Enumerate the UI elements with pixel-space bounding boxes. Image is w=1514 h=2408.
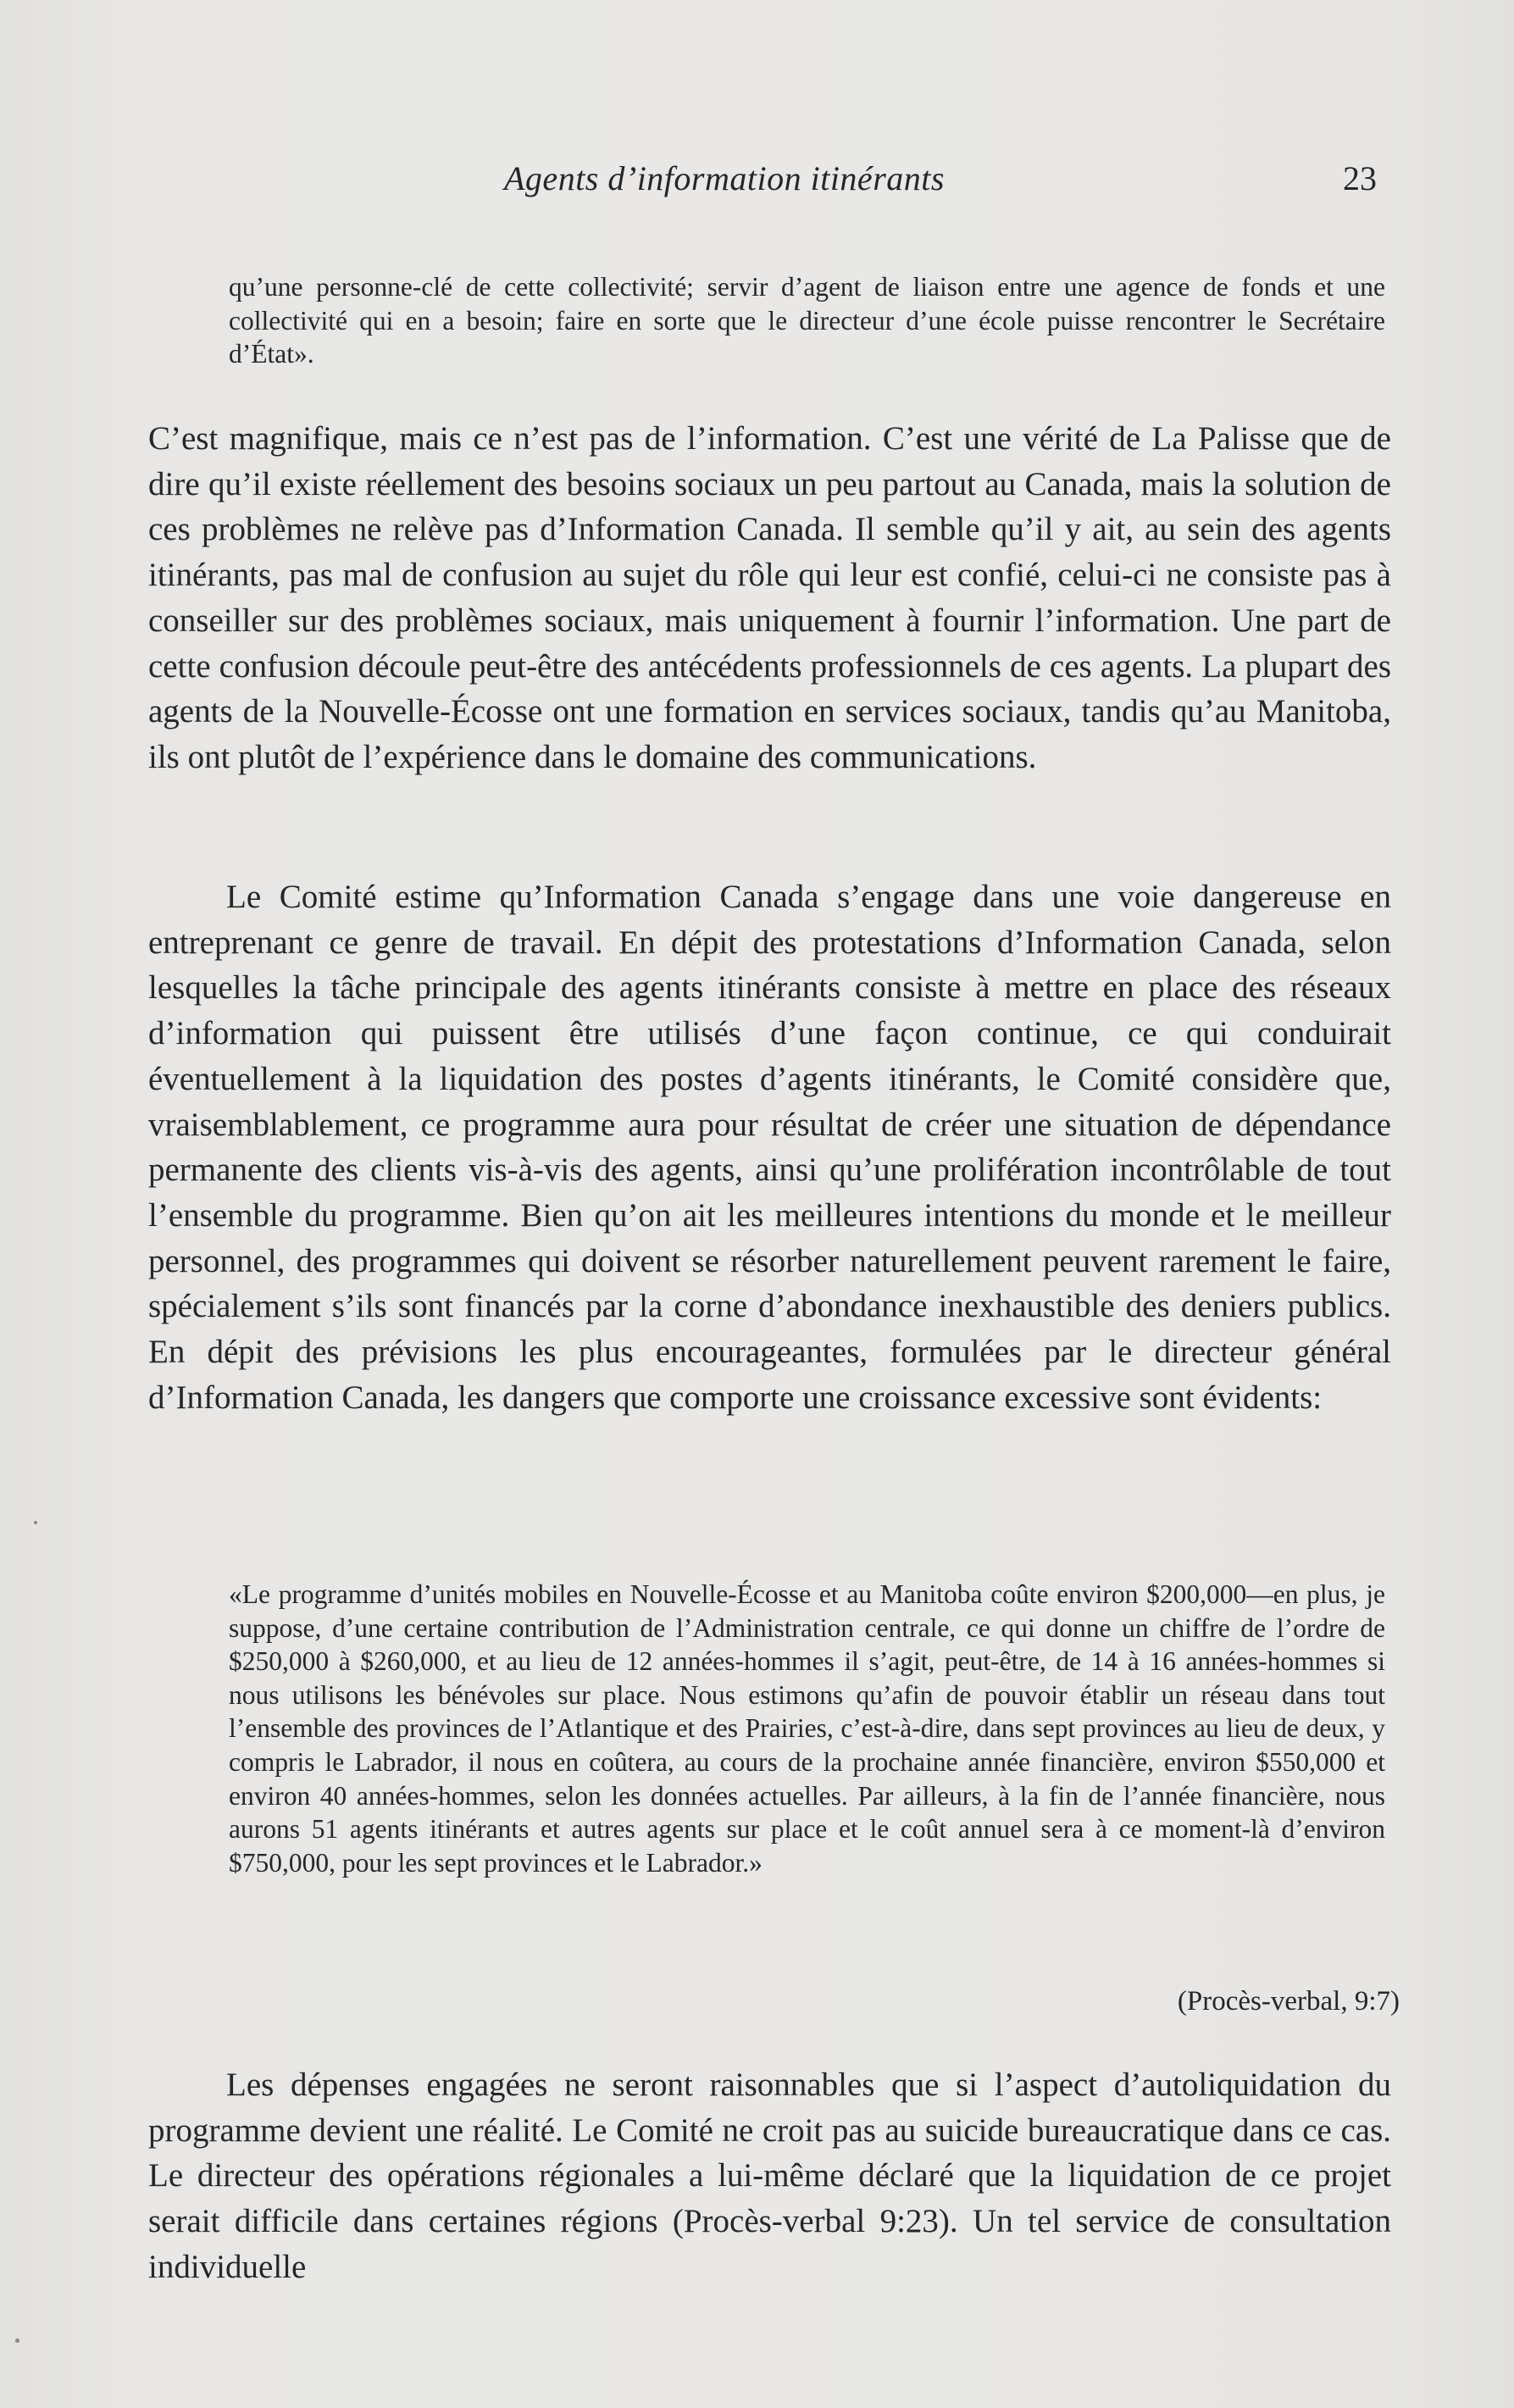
page-number: 23 <box>1343 159 1377 197</box>
scan-speck <box>34 1521 37 1524</box>
body-paragraph-1: C’est magnifique, mais ce n’est pas de l’information. C’est une vérité de La Palisse que de dire qu’il existe réellement des besoins sociaux un peu partout au Canada, mais la solution de ces problèmes ne relève pas d’Information Canada. Il semble qu’il y ait, au sein des agents itinérants, pas mal de confusion au sujet du rôle qui leur est confié, celui-ci ne consiste pas à conseiller sur des problèmes sociaux, mais uniquement à fournir l’information. Une part de cette confusion découle peut-être des antécédents professionnels de ces agents. La plupart des agents de la Nouvelle-Écosse ont une formation en services sociaux, tandis qu’au Manitoba, ils ont plutôt de l’expérience dans le domaine des communications. <box>148 420 1391 775</box>
block-quote-testimony: «Le programme d’unités mobiles en Nouvelle-Écosse et au Manitoba coûte environ $200,000—en plus, je suppose, d’une certaine contribution de l’Administration centrale, ce qui donne un chiffre de l’ordre de $250,000 à $260,000, et au lieu de 12 années-hommes il s’agit, peut-être, de 14 à 16 années-hommes si nous utilisons les bénévoles sur place. Nous estimons qu’afin de pouvoir établir un réseau dans tout l’ensemble des provinces de l’Atlantique et des Prairies, c’est-à-dire, dans sept provinces au lieu de deux, y compris le Labrador, il nous en coûtera, au cours de la prochaine année financière, environ $550,000 et environ 40 années-hommes, selon les données actuelles. Par ailleurs, à la fin de l’année financière, nous aurons 51 agents itinérants et autres agents sur place et le coût annuel sera à ce moment-là d’environ $750,000, pour les sept provinces et le Labrador.» <box>229 1579 1385 1878</box>
running-header-title: Agents d’information itinérants <box>504 159 945 197</box>
body-paragraph-2: Le Comité estime qu’Information Canada s’engage dans une voie dangereuse en entreprenant ce genre de travail. En dépit des protestations d’Information Canada, selon lesquelles la tâche principale des agents itinérants consiste à mettre en place des réseaux d’information qui puissent être utilisés d’une façon continue, ce qui conduirait éventuellement à la liquidation des postes d’agents itinérants, le Comité considère que, vraisemblablement, ce programme aura pour résultat de créer une situation de dépendance permanente des clients vis-à-vis des agents, ainsi qu’une prolifération incontrôlable de tout l’ensemble du programme. Bien qu’on ait les meilleures intentions du monde et le meilleur personnel, des programmes qui doivent se résorber naturellement peuvent rarement le faire, spécialement s’ils sont financés par la corne d’abondance inexhaustible des deniers publics. En dépit des prévisions les plus encourageantes, formulées par le directeur général d’Information Canada, les dangers que comporte une croissance excessive sont évidents: <box>148 879 1391 1416</box>
block-quote-continuation: qu’une personne-clé de cette collectivité; servir d’agent de liaison entre une agence de fonds et une collectivité qui en a besoin; faire en sorte que le directeur d’une école puisse rencontrer le Secrétaire d’État». <box>229 272 1385 369</box>
body-paragraph-3: Les dépenses engagées ne seront raisonnables que si l’aspect d’autoliquidation du programme devient une réalité. Le Comité ne croit pas au suicide bureaucratique dans ce cas. Le directeur des opérations régionales a lui-même déclaré que la liquidation de ce projet serait difficile dans certaines régions (Procès-verbal 9:23). Un tel service de consultation individuelle <box>148 2067 1391 2285</box>
scan-speck <box>15 2339 19 2343</box>
quote-citation: (Procès-verbal, 9:7) <box>1177 1986 1400 2017</box>
